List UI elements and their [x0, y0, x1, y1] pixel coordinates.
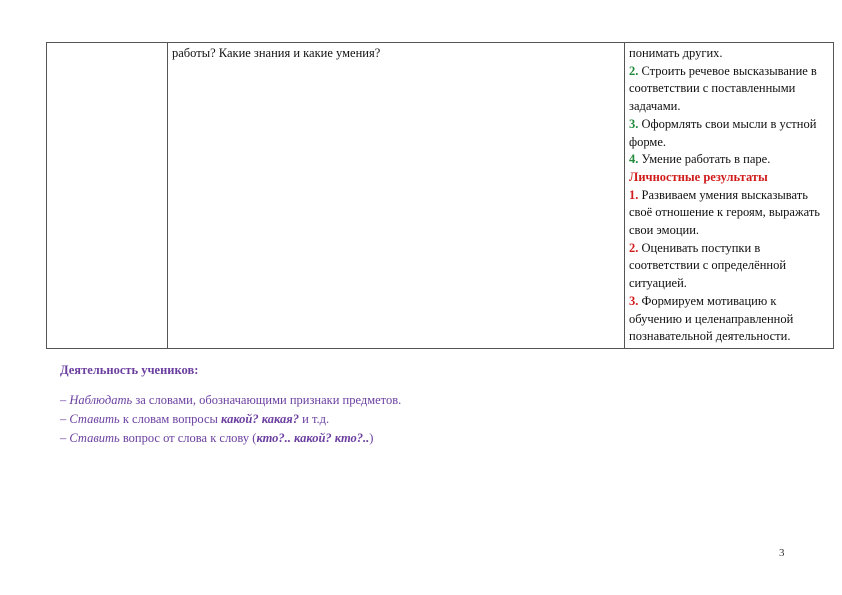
result-line: 3. Формируем мотивацию к обучению и целенаправленной познавательной деятельности.	[629, 293, 794, 344]
item-number: 2.	[629, 240, 639, 255]
item-number: 3.	[629, 116, 639, 131]
activity-item: – Ставить к словам вопросы какой? какая? и т.д.	[60, 412, 330, 426]
result-line: 1. Развиваем умения высказывать своё отношение к героям, выражать свои эмоции.	[629, 187, 821, 238]
activity-questions: кто?.. какой? кто?..	[256, 431, 370, 445]
result-line: 2. Оценивать поступки в соответствии с определённой ситуацией.	[629, 240, 787, 291]
item-number: 3.	[629, 293, 639, 308]
activity-verb: Ставить	[69, 412, 120, 426]
activity-verb: Наблюдать	[69, 393, 133, 407]
result-line: 4. Умение работать в паре.	[629, 152, 771, 167]
activity-item: – Ставить вопрос от слова к слову (кто?.. какой? кто?..)	[60, 431, 374, 445]
personal-results-heading: Личностные результаты	[629, 169, 768, 184]
activity-item: – Наблюдать за словами, обозначающими признаки предметов.	[60, 393, 402, 407]
table-cell-empty	[47, 43, 168, 349]
activity-questions: какой? какая?	[221, 412, 299, 426]
table-row	[47, 43, 834, 349]
item-number: 1.	[629, 187, 639, 202]
result-line: понимать других.	[629, 46, 723, 60]
table-cell-results	[625, 43, 834, 349]
item-number: 4.	[629, 152, 639, 167]
result-line: 2. Строить речевое высказывание в соответствии с поставленными задачами.	[629, 63, 817, 114]
page-number: 3	[779, 547, 785, 559]
result-line: 3. Оформлять свои мысли в устной форме.	[629, 116, 817, 149]
activities-list	[60, 391, 401, 448]
lesson-table	[46, 42, 834, 349]
item-number: 2.	[629, 63, 639, 78]
table-cell-question: работы? Какие знания и какие умения?	[168, 43, 625, 349]
section-title: Деятельность учеников:	[60, 363, 199, 377]
activity-verb: Ставить	[69, 431, 120, 445]
